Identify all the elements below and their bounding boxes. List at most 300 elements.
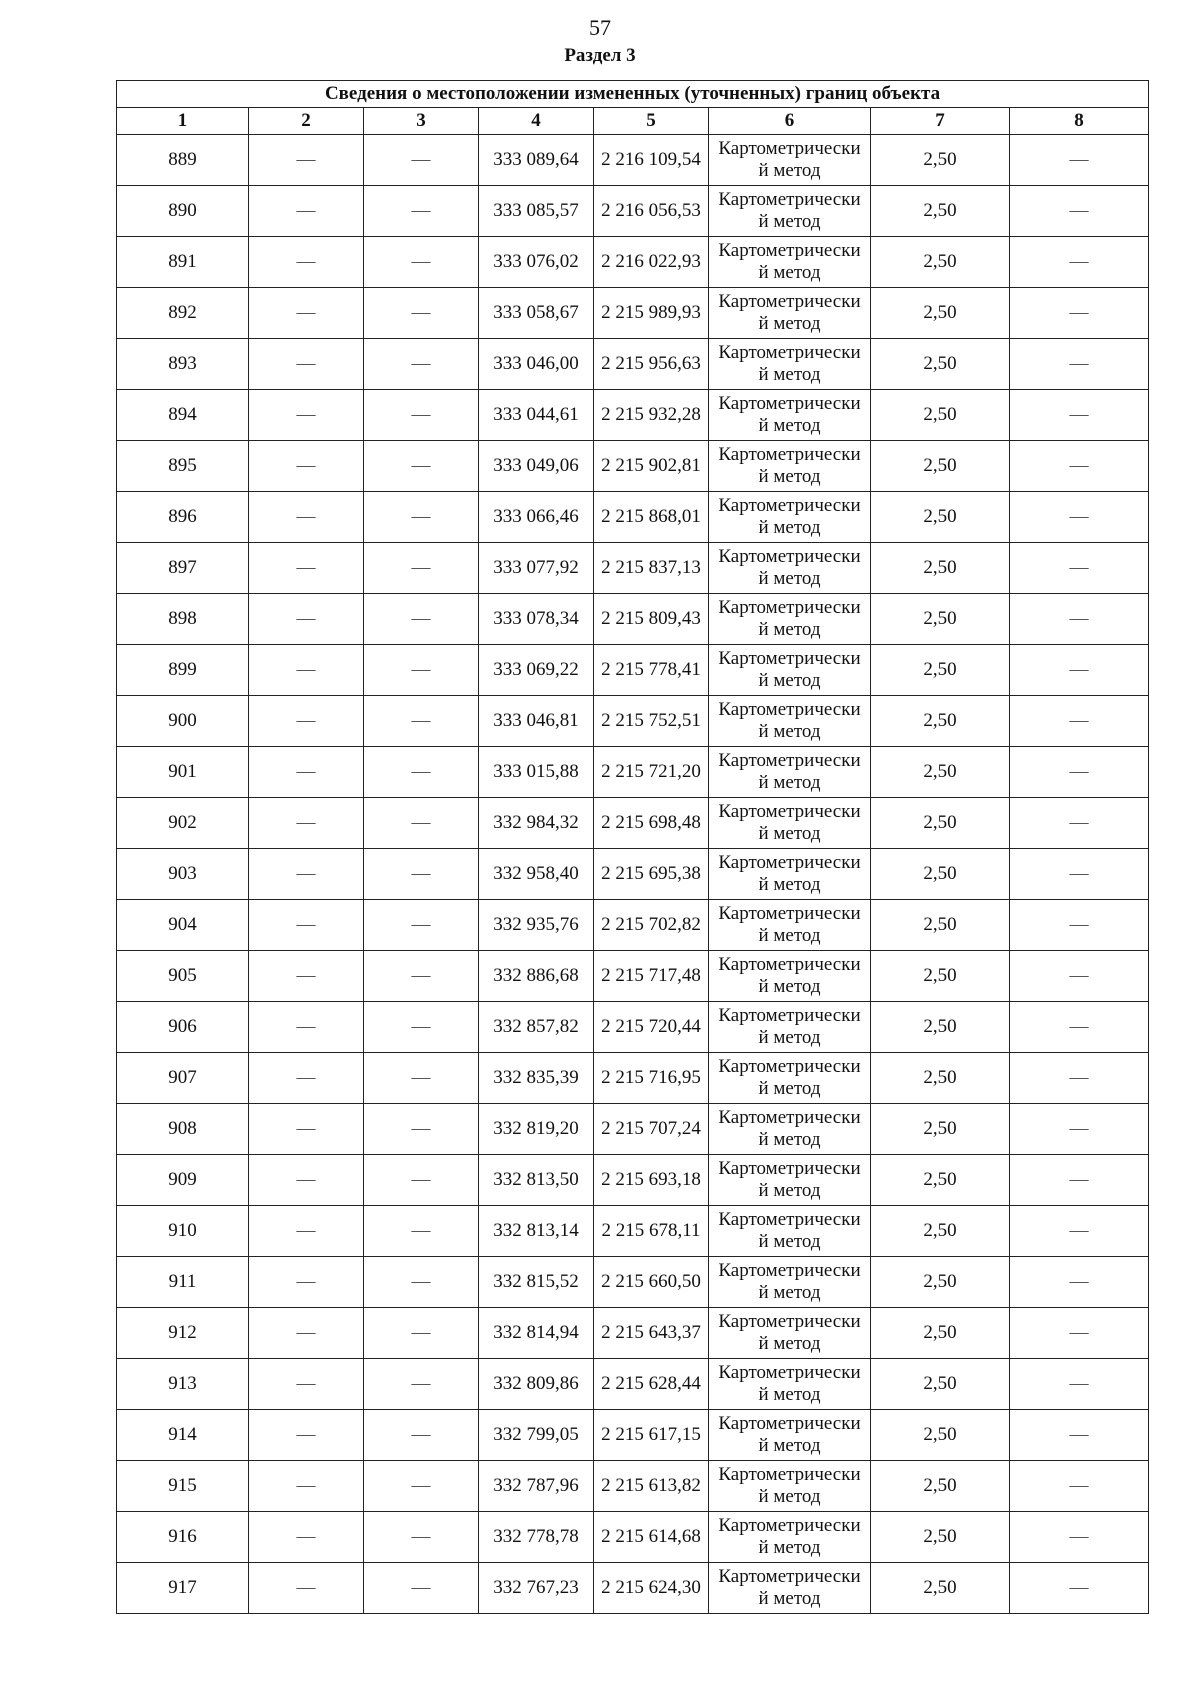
method-line-2: й метод xyxy=(758,1078,821,1099)
method-line-1: Картометрически xyxy=(718,1311,861,1332)
dash-cell: — xyxy=(249,135,364,186)
method-cell xyxy=(709,747,871,798)
table-row xyxy=(117,747,1149,798)
point-number-cell: 895 xyxy=(117,441,249,492)
dash-cell: — xyxy=(249,645,364,696)
point-number-cell: 914 xyxy=(117,1410,249,1461)
column-number: 4 xyxy=(479,108,594,135)
coordinate-x-cell: 332 819,20 xyxy=(479,1104,594,1155)
coordinate-x-cell: 333 077,92 xyxy=(479,543,594,594)
accuracy-cell: 2,50 xyxy=(871,237,1010,288)
dash-cell: — xyxy=(364,1461,479,1512)
method-cell xyxy=(709,1104,871,1155)
table-row xyxy=(117,441,1149,492)
point-number-cell: 905 xyxy=(117,951,249,1002)
method-line-2: й метод xyxy=(758,1486,821,1507)
dash-cell: — xyxy=(364,798,479,849)
dash-cell: — xyxy=(1010,696,1149,747)
dash-cell: — xyxy=(249,1461,364,1512)
coordinate-y-cell: 2 215 702,82 xyxy=(594,900,709,951)
method-line-1: Картометрически xyxy=(718,852,861,873)
dash-cell: — xyxy=(249,1104,364,1155)
coordinate-y-cell: 2 215 717,48 xyxy=(594,951,709,1002)
accuracy-cell: 2,50 xyxy=(871,1155,1010,1206)
dash-cell: — xyxy=(1010,543,1149,594)
coordinate-y-cell: 2 215 956,63 xyxy=(594,339,709,390)
accuracy-cell: 2,50 xyxy=(871,543,1010,594)
dash-cell: — xyxy=(1010,1461,1149,1512)
method-line-2: й метод xyxy=(758,568,821,589)
dash-cell: — xyxy=(249,1002,364,1053)
point-number-cell: 903 xyxy=(117,849,249,900)
dash-cell: — xyxy=(364,747,479,798)
method-line-1: Картометрически xyxy=(718,444,861,465)
dash-cell: — xyxy=(249,186,364,237)
dash-cell: — xyxy=(1010,1512,1149,1563)
method-cell xyxy=(709,186,871,237)
table-row xyxy=(117,1410,1149,1461)
method-line-2: й метод xyxy=(758,517,821,538)
method-line-2: й метод xyxy=(758,262,821,283)
dash-cell: — xyxy=(1010,186,1149,237)
point-number-cell: 907 xyxy=(117,1053,249,1104)
point-number-cell: 890 xyxy=(117,186,249,237)
dash-cell: — xyxy=(249,798,364,849)
method-line-1: Картометрически xyxy=(718,648,861,669)
coordinate-y-cell: 2 215 617,15 xyxy=(594,1410,709,1461)
accuracy-cell: 2,50 xyxy=(871,594,1010,645)
dash-cell: — xyxy=(364,594,479,645)
method-line-1: Картометрически xyxy=(718,495,861,516)
table-row xyxy=(117,1308,1149,1359)
point-number-cell: 892 xyxy=(117,288,249,339)
dash-cell: — xyxy=(1010,1206,1149,1257)
method-cell xyxy=(709,798,871,849)
method-line-1: Картометрически xyxy=(718,1362,861,1383)
accuracy-cell: 2,50 xyxy=(871,1308,1010,1359)
point-number-cell: 901 xyxy=(117,747,249,798)
coordinate-x-cell: 332 778,78 xyxy=(479,1512,594,1563)
accuracy-cell: 2,50 xyxy=(871,1002,1010,1053)
coordinate-x-cell: 333 078,34 xyxy=(479,594,594,645)
dash-cell: — xyxy=(1010,1002,1149,1053)
method-line-2: й метод xyxy=(758,1537,821,1558)
point-number-cell: 896 xyxy=(117,492,249,543)
table-row xyxy=(117,135,1149,186)
dash-cell: — xyxy=(1010,288,1149,339)
dash-cell: — xyxy=(364,1410,479,1461)
table-row xyxy=(117,849,1149,900)
dash-cell: — xyxy=(1010,1155,1149,1206)
method-line-1: Картометрически xyxy=(718,1209,861,1230)
table-row xyxy=(117,237,1149,288)
coordinate-x-cell: 332 813,50 xyxy=(479,1155,594,1206)
point-number-cell: 911 xyxy=(117,1257,249,1308)
method-cell xyxy=(709,1257,871,1308)
table-row xyxy=(117,1002,1149,1053)
coordinate-y-cell: 2 216 056,53 xyxy=(594,186,709,237)
dash-cell: — xyxy=(1010,849,1149,900)
dash-cell: — xyxy=(364,1053,479,1104)
table-row xyxy=(117,1206,1149,1257)
accuracy-cell: 2,50 xyxy=(871,1257,1010,1308)
method-cell xyxy=(709,1359,871,1410)
point-number-cell: 902 xyxy=(117,798,249,849)
coordinate-x-cell: 333 046,00 xyxy=(479,339,594,390)
method-cell xyxy=(709,1053,871,1104)
dash-cell: — xyxy=(249,1359,364,1410)
point-number-cell: 916 xyxy=(117,1512,249,1563)
method-line-2: й метод xyxy=(758,211,821,232)
coordinate-y-cell: 2 215 720,44 xyxy=(594,1002,709,1053)
method-line-2: й метод xyxy=(758,1588,821,1609)
coordinate-x-cell: 333 015,88 xyxy=(479,747,594,798)
coordinate-x-cell: 332 787,96 xyxy=(479,1461,594,1512)
method-line-1: Картометрически xyxy=(718,597,861,618)
method-line-1: Картометрически xyxy=(718,1413,861,1434)
boundary-coordinates-table xyxy=(116,80,1149,1614)
method-line-1: Картометрически xyxy=(718,1107,861,1128)
coordinate-y-cell: 2 215 678,11 xyxy=(594,1206,709,1257)
column-number: 8 xyxy=(1010,108,1149,135)
method-line-2: й метод xyxy=(758,1435,821,1456)
dash-cell: — xyxy=(1010,798,1149,849)
method-line-2: й метод xyxy=(758,1180,821,1201)
method-line-1: Картометрически xyxy=(718,189,861,210)
dash-cell: — xyxy=(364,186,479,237)
coordinate-y-cell: 2 215 721,20 xyxy=(594,747,709,798)
dash-cell: — xyxy=(364,1104,479,1155)
method-line-1: Картометрически xyxy=(718,138,861,159)
dash-cell: — xyxy=(249,951,364,1002)
dash-cell: — xyxy=(249,849,364,900)
dash-cell: — xyxy=(1010,951,1149,1002)
dash-cell: — xyxy=(249,747,364,798)
accuracy-cell: 2,50 xyxy=(871,849,1010,900)
accuracy-cell: 2,50 xyxy=(871,441,1010,492)
dash-cell: — xyxy=(364,1359,479,1410)
coordinate-x-cell: 332 886,68 xyxy=(479,951,594,1002)
coordinate-x-cell: 332 809,86 xyxy=(479,1359,594,1410)
table-row xyxy=(117,1104,1149,1155)
point-number-cell: 904 xyxy=(117,900,249,951)
dash-cell: — xyxy=(364,1512,479,1563)
coordinate-x-cell: 333 046,81 xyxy=(479,696,594,747)
section-title: Раздел 3 xyxy=(564,45,636,66)
dash-cell: — xyxy=(1010,492,1149,543)
method-line-1: Картометрически xyxy=(718,1566,861,1587)
dash-cell: — xyxy=(249,594,364,645)
method-line-2: й метод xyxy=(758,1231,821,1252)
method-cell xyxy=(709,951,871,1002)
point-number-cell: 893 xyxy=(117,339,249,390)
method-cell xyxy=(709,1410,871,1461)
dash-cell: — xyxy=(249,492,364,543)
coordinate-x-cell: 332 958,40 xyxy=(479,849,594,900)
table-row xyxy=(117,1563,1149,1614)
coordinate-y-cell: 2 216 022,93 xyxy=(594,237,709,288)
dash-cell: — xyxy=(364,492,479,543)
table-row xyxy=(117,594,1149,645)
dash-cell: — xyxy=(249,1053,364,1104)
coordinate-x-cell: 333 076,02 xyxy=(479,237,594,288)
dash-cell: — xyxy=(364,237,479,288)
dash-cell: — xyxy=(249,1257,364,1308)
method-line-2: й метод xyxy=(758,976,821,997)
accuracy-cell: 2,50 xyxy=(871,1512,1010,1563)
table-row xyxy=(117,288,1149,339)
method-line-2: й метод xyxy=(758,823,821,844)
table-row xyxy=(117,1512,1149,1563)
table-row xyxy=(117,798,1149,849)
accuracy-cell: 2,50 xyxy=(871,645,1010,696)
method-line-1: Картометрически xyxy=(718,393,861,414)
accuracy-cell: 2,50 xyxy=(871,288,1010,339)
method-cell xyxy=(709,288,871,339)
method-line-2: й метод xyxy=(758,1027,821,1048)
method-line-2: й метод xyxy=(758,925,821,946)
method-cell xyxy=(709,492,871,543)
dash-cell: — xyxy=(1010,135,1149,186)
column-number: 7 xyxy=(871,108,1010,135)
dash-cell: — xyxy=(249,237,364,288)
coordinate-y-cell: 2 215 902,81 xyxy=(594,441,709,492)
method-line-2: й метод xyxy=(758,313,821,334)
accuracy-cell: 2,50 xyxy=(871,1563,1010,1614)
coordinate-y-cell: 2 215 932,28 xyxy=(594,390,709,441)
method-cell xyxy=(709,390,871,441)
method-line-2: й метод xyxy=(758,160,821,181)
dash-cell: — xyxy=(364,543,479,594)
dash-cell: — xyxy=(364,339,479,390)
point-number-cell: 909 xyxy=(117,1155,249,1206)
accuracy-cell: 2,50 xyxy=(871,951,1010,1002)
table-row xyxy=(117,645,1149,696)
coordinate-y-cell: 2 215 693,18 xyxy=(594,1155,709,1206)
method-line-2: й метод xyxy=(758,874,821,895)
method-cell xyxy=(709,696,871,747)
dash-cell: — xyxy=(249,441,364,492)
point-number-cell: 894 xyxy=(117,390,249,441)
method-cell xyxy=(709,594,871,645)
method-cell xyxy=(709,237,871,288)
dash-cell: — xyxy=(364,849,479,900)
coordinate-y-cell: 2 215 809,43 xyxy=(594,594,709,645)
accuracy-cell: 2,50 xyxy=(871,492,1010,543)
point-number-cell: 891 xyxy=(117,237,249,288)
dash-cell: — xyxy=(249,543,364,594)
point-number-cell: 898 xyxy=(117,594,249,645)
column-number: 6 xyxy=(709,108,871,135)
dash-cell: — xyxy=(1010,1308,1149,1359)
coordinate-x-cell: 333 069,22 xyxy=(479,645,594,696)
dash-cell: — xyxy=(249,900,364,951)
accuracy-cell: 2,50 xyxy=(871,1461,1010,1512)
table-body xyxy=(117,135,1149,1614)
dash-cell: — xyxy=(364,1155,479,1206)
coordinate-y-cell: 2 215 628,44 xyxy=(594,1359,709,1410)
method-cell xyxy=(709,900,871,951)
method-line-2: й метод xyxy=(758,415,821,436)
method-line-1: Картометрически xyxy=(718,954,861,975)
coordinate-x-cell: 333 058,67 xyxy=(479,288,594,339)
dash-cell: — xyxy=(249,1155,364,1206)
accuracy-cell: 2,50 xyxy=(871,390,1010,441)
method-line-1: Картометрически xyxy=(718,1056,861,1077)
method-cell xyxy=(709,1206,871,1257)
dash-cell: — xyxy=(364,696,479,747)
coordinate-y-cell: 2 215 837,13 xyxy=(594,543,709,594)
coordinate-y-cell: 2 215 614,68 xyxy=(594,1512,709,1563)
coordinate-y-cell: 2 215 643,37 xyxy=(594,1308,709,1359)
coordinate-y-cell: 2 215 624,30 xyxy=(594,1563,709,1614)
coordinate-x-cell: 333 085,57 xyxy=(479,186,594,237)
dash-cell: — xyxy=(1010,441,1149,492)
dash-cell: — xyxy=(249,1563,364,1614)
table-row xyxy=(117,492,1149,543)
accuracy-cell: 2,50 xyxy=(871,798,1010,849)
method-cell xyxy=(709,543,871,594)
method-line-2: й метод xyxy=(758,670,821,691)
dash-cell: — xyxy=(1010,900,1149,951)
column-number: 3 xyxy=(364,108,479,135)
coordinate-x-cell: 333 044,61 xyxy=(479,390,594,441)
dash-cell: — xyxy=(249,1206,364,1257)
table-row xyxy=(117,951,1149,1002)
coordinate-y-cell: 2 215 707,24 xyxy=(594,1104,709,1155)
dash-cell: — xyxy=(1010,747,1149,798)
method-line-2: й метод xyxy=(758,1282,821,1303)
coordinate-y-cell: 2 216 109,54 xyxy=(594,135,709,186)
dash-cell: — xyxy=(364,1308,479,1359)
method-line-1: Картометрически xyxy=(718,1158,861,1179)
method-line-1: Картометрически xyxy=(718,750,861,771)
dash-cell: — xyxy=(249,696,364,747)
method-line-1: Картометрически xyxy=(718,903,861,924)
coordinate-x-cell: 333 089,64 xyxy=(479,135,594,186)
method-line-1: Картометрически xyxy=(718,1515,861,1536)
column-number: 1 xyxy=(117,108,249,135)
dash-cell: — xyxy=(1010,237,1149,288)
table-caption-row xyxy=(117,81,1149,108)
coordinate-x-cell: 332 767,23 xyxy=(479,1563,594,1614)
coordinate-y-cell: 2 215 752,51 xyxy=(594,696,709,747)
table-row xyxy=(117,339,1149,390)
point-number-cell: 910 xyxy=(117,1206,249,1257)
dash-cell: — xyxy=(364,900,479,951)
method-line-1: Картометрически xyxy=(718,342,861,363)
method-cell xyxy=(709,1308,871,1359)
method-cell xyxy=(709,135,871,186)
method-cell xyxy=(709,1155,871,1206)
column-number: 2 xyxy=(249,108,364,135)
dash-cell: — xyxy=(249,1512,364,1563)
table-row xyxy=(117,1053,1149,1104)
method-line-2: й метод xyxy=(758,364,821,385)
point-number-cell: 899 xyxy=(117,645,249,696)
dash-cell: — xyxy=(1010,339,1149,390)
accuracy-cell: 2,50 xyxy=(871,135,1010,186)
dash-cell: — xyxy=(364,390,479,441)
coordinate-y-cell: 2 215 698,48 xyxy=(594,798,709,849)
coordinate-x-cell: 332 935,76 xyxy=(479,900,594,951)
coordinate-x-cell: 333 049,06 xyxy=(479,441,594,492)
dash-cell: — xyxy=(1010,1104,1149,1155)
dash-cell: — xyxy=(249,339,364,390)
dash-cell: — xyxy=(249,390,364,441)
table-row xyxy=(117,186,1149,237)
accuracy-cell: 2,50 xyxy=(871,747,1010,798)
coordinate-y-cell: 2 215 716,95 xyxy=(594,1053,709,1104)
method-cell xyxy=(709,645,871,696)
point-number-cell: 915 xyxy=(117,1461,249,1512)
table-row xyxy=(117,1461,1149,1512)
dash-cell: — xyxy=(1010,1257,1149,1308)
dash-cell: — xyxy=(364,441,479,492)
table-caption: Сведения о местоположении измененных (уточненных) границ объекта xyxy=(117,81,1149,108)
dash-cell: — xyxy=(364,1206,479,1257)
table-row xyxy=(117,543,1149,594)
coordinate-y-cell: 2 215 695,38 xyxy=(594,849,709,900)
coordinate-x-cell: 332 835,39 xyxy=(479,1053,594,1104)
point-number-cell: 906 xyxy=(117,1002,249,1053)
accuracy-cell: 2,50 xyxy=(871,1104,1010,1155)
method-line-2: й метод xyxy=(758,1129,821,1150)
coordinate-y-cell: 2 215 868,01 xyxy=(594,492,709,543)
dash-cell: — xyxy=(249,288,364,339)
point-number-cell: 897 xyxy=(117,543,249,594)
accuracy-cell: 2,50 xyxy=(871,696,1010,747)
method-line-2: й метод xyxy=(758,619,821,640)
accuracy-cell: 2,50 xyxy=(871,1359,1010,1410)
method-cell xyxy=(709,339,871,390)
method-cell xyxy=(709,1461,871,1512)
dash-cell: — xyxy=(364,951,479,1002)
table-row xyxy=(117,900,1149,951)
table-row xyxy=(117,1257,1149,1308)
method-line-1: Картометрически xyxy=(718,1260,861,1281)
method-line-1: Картометрически xyxy=(718,801,861,822)
coordinate-y-cell: 2 215 778,41 xyxy=(594,645,709,696)
coordinate-x-cell: 332 984,32 xyxy=(479,798,594,849)
method-cell xyxy=(709,1563,871,1614)
accuracy-cell: 2,50 xyxy=(871,339,1010,390)
method-line-2: й метод xyxy=(758,466,821,487)
dash-cell: — xyxy=(364,288,479,339)
method-line-1: Картометрически xyxy=(718,1005,861,1026)
coordinate-x-cell: 333 066,46 xyxy=(479,492,594,543)
coordinate-x-cell: 332 799,05 xyxy=(479,1410,594,1461)
table-row xyxy=(117,390,1149,441)
method-line-2: й метод xyxy=(758,1333,821,1354)
method-cell xyxy=(709,1002,871,1053)
method-line-1: Картометрически xyxy=(718,1464,861,1485)
page-number: 57 xyxy=(589,15,611,40)
dash-cell: — xyxy=(1010,390,1149,441)
dash-cell: — xyxy=(249,1308,364,1359)
method-cell xyxy=(709,441,871,492)
dash-cell: — xyxy=(1010,645,1149,696)
dash-cell: — xyxy=(364,1257,479,1308)
column-number: 5 xyxy=(594,108,709,135)
method-line-1: Картометрически xyxy=(718,240,861,261)
table-row xyxy=(117,1155,1149,1206)
coordinate-y-cell: 2 215 660,50 xyxy=(594,1257,709,1308)
dash-cell: — xyxy=(364,135,479,186)
dash-cell: — xyxy=(1010,1359,1149,1410)
method-line-1: Картометрически xyxy=(718,546,861,567)
accuracy-cell: 2,50 xyxy=(871,186,1010,237)
